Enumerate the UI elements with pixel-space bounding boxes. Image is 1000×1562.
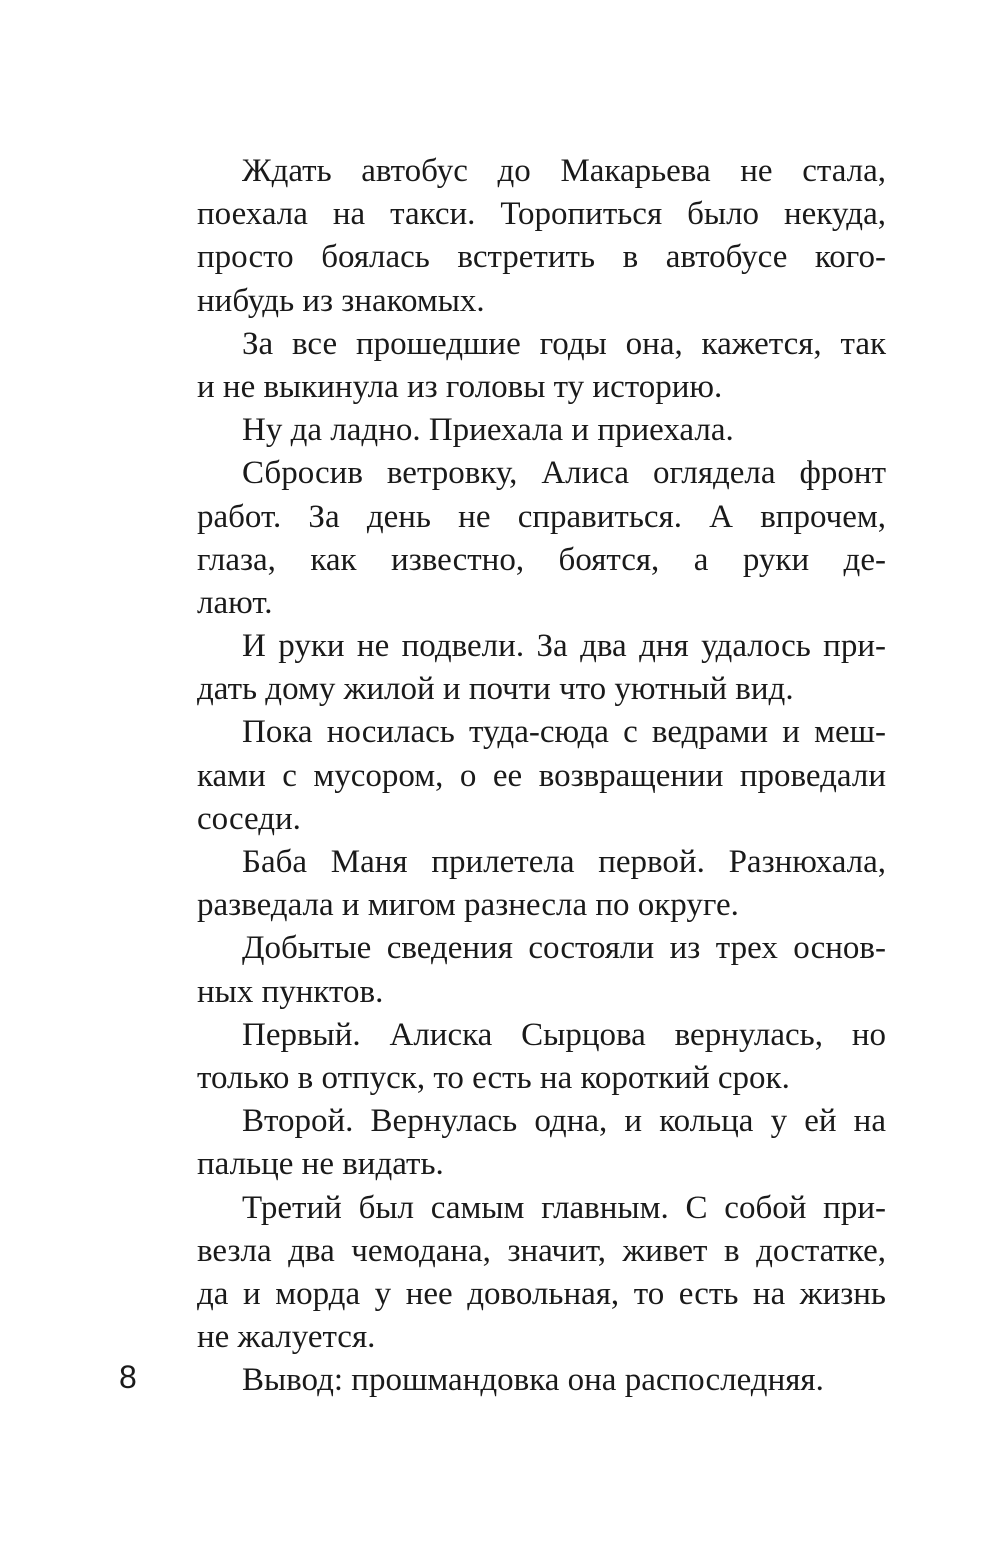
text-line: разведала и мигом разнесла по округе. bbox=[197, 887, 739, 924]
text-line: Баба Маня прилетела первой. Разнюхала, bbox=[242, 844, 886, 880]
text-line: Первый. Алиска Сырцова вернулась, но bbox=[242, 1016, 886, 1053]
text-line: нибудь из знакомых. bbox=[197, 282, 485, 319]
text-line: Вывод: прошмандовка она распоследняя. bbox=[242, 1362, 824, 1399]
text-line: работ. За день не справиться. А впрочем, bbox=[197, 498, 886, 535]
text-line: ками с мусором, о ее возвращении проведали bbox=[197, 757, 886, 794]
text-line: соседи. bbox=[197, 800, 301, 837]
text-line: ных пунктов. bbox=[197, 973, 384, 1010]
text-line: Ну да ладно. Приехала и приехала. bbox=[242, 412, 734, 449]
page-number: 8 bbox=[119, 1359, 137, 1395]
text-line: За все прошедшие годы она, кажется, так bbox=[242, 325, 886, 362]
text-line: везла два чемодана, значит, живет в достатке, bbox=[197, 1232, 886, 1269]
text-line: пальце не видать. bbox=[197, 1146, 444, 1183]
text-line: поехала на такси. Торопиться было некуда, bbox=[197, 196, 886, 233]
text-line: Добытые сведения состояли из трех основ- bbox=[242, 930, 886, 967]
text-line: глаза, как известно, боятся, а руки де- bbox=[197, 541, 886, 578]
text-line: Третий был самым главным. С собой при- bbox=[242, 1189, 886, 1226]
text-line: дать дому жилой и почти что уютный вид. bbox=[197, 671, 794, 708]
text-line: просто боялась встретить в автобусе кого- bbox=[197, 239, 886, 276]
text-line: только в отпуск, то есть на короткий срок. bbox=[197, 1059, 790, 1096]
text-line: И руки не подвели. За два дня удалось при- bbox=[242, 628, 886, 665]
text-line: Сбросив ветровку, Алиса оглядела фронт bbox=[242, 455, 886, 492]
text-line: да и морда у нее довольная, то есть на жизнь bbox=[197, 1275, 886, 1312]
text-line: лают. bbox=[197, 584, 273, 621]
text-line: Ждать автобус до Макарьева не стала, bbox=[242, 153, 886, 189]
text-line: не жалуется. bbox=[197, 1319, 376, 1356]
text-line: Пока носилась туда-сюда с ведрами и меш- bbox=[242, 714, 886, 751]
body-text bbox=[197, 150, 886, 1402]
text-line: и не выкинула из головы ту историю. bbox=[197, 368, 723, 405]
text-line: Второй. Вернулась одна, и кольца у ей на bbox=[242, 1103, 886, 1140]
